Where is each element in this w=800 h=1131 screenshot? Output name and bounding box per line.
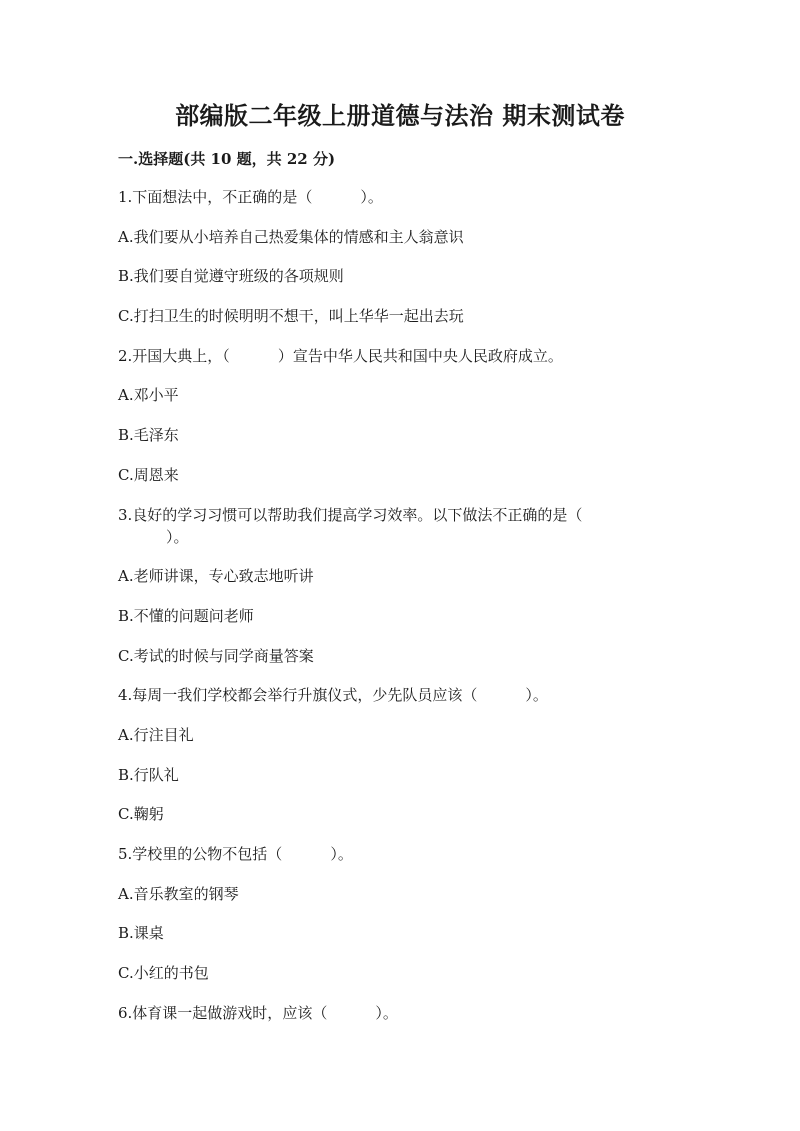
stem-text: ）。 bbox=[375, 1003, 398, 1022]
stem-text: ）。 bbox=[330, 845, 353, 863]
option-item: B.我们要自觉遵守班级的各项规则 bbox=[118, 267, 344, 286]
option-item: A.我们要从小培养自己热爱集体的情感和主人翁意识 bbox=[118, 227, 464, 246]
stem-text: 3.良好的学习习惯可以帮助我们提高学习效率。以下做法不正确的是（ bbox=[118, 505, 583, 524]
stem-text: 6.体育课一起做游戏时，应该（ bbox=[118, 1003, 328, 1022]
option-item: C.周恩来 bbox=[118, 465, 179, 484]
option-item: A.邓小平 bbox=[118, 386, 179, 405]
option-item: C.小红的书包 bbox=[118, 964, 209, 983]
page-title: 部编版二年级上册道德与法治 期末测试卷 bbox=[175, 101, 625, 130]
option-item: A.音乐教室的钢琴 bbox=[118, 884, 239, 903]
stem-text: 5.学校里的公物不包括（ bbox=[118, 845, 283, 863]
option-item: C.打扫卫生的时候明明不想干，叫上华华一起出去玩 bbox=[118, 307, 464, 326]
stem-text: ）。 bbox=[360, 188, 383, 206]
option-item: B.课桌 bbox=[118, 924, 164, 943]
option-item: B.行队礼 bbox=[118, 765, 179, 784]
question-stem bbox=[118, 345, 718, 367]
stem-text: ）。 bbox=[166, 527, 189, 546]
stem-text: ）。 bbox=[525, 686, 548, 705]
question-stem bbox=[118, 1002, 718, 1024]
option-item: B.不懂的问题问老师 bbox=[118, 606, 254, 625]
question-list bbox=[118, 186, 718, 1041]
stem-text: 2.开国大典上，（ bbox=[118, 346, 230, 365]
section-heading: 一.选择题(共 10 题，共 22 分) bbox=[118, 150, 336, 168]
option-item: B.毛泽东 bbox=[118, 426, 179, 445]
question-stem bbox=[118, 186, 718, 208]
option-item: C.鞠躬 bbox=[118, 805, 164, 824]
question-stem bbox=[118, 504, 598, 548]
question-stem bbox=[118, 843, 718, 865]
option-item: A.老师讲课，专心致志地听讲 bbox=[118, 567, 314, 586]
question-stem bbox=[118, 684, 718, 706]
stem-text: 4.每周一我们学校都会举行升旗仪式，少先队员应该（ bbox=[118, 686, 478, 705]
option-item: A.行注目礼 bbox=[118, 725, 194, 744]
option-item: C.考试的时候与同学商量答案 bbox=[118, 646, 314, 665]
stem-text: ）宣告中华人民共和国中央人民政府成立。 bbox=[277, 346, 563, 365]
stem-text: 1.下面想法中，不正确的是（ bbox=[118, 188, 313, 206]
